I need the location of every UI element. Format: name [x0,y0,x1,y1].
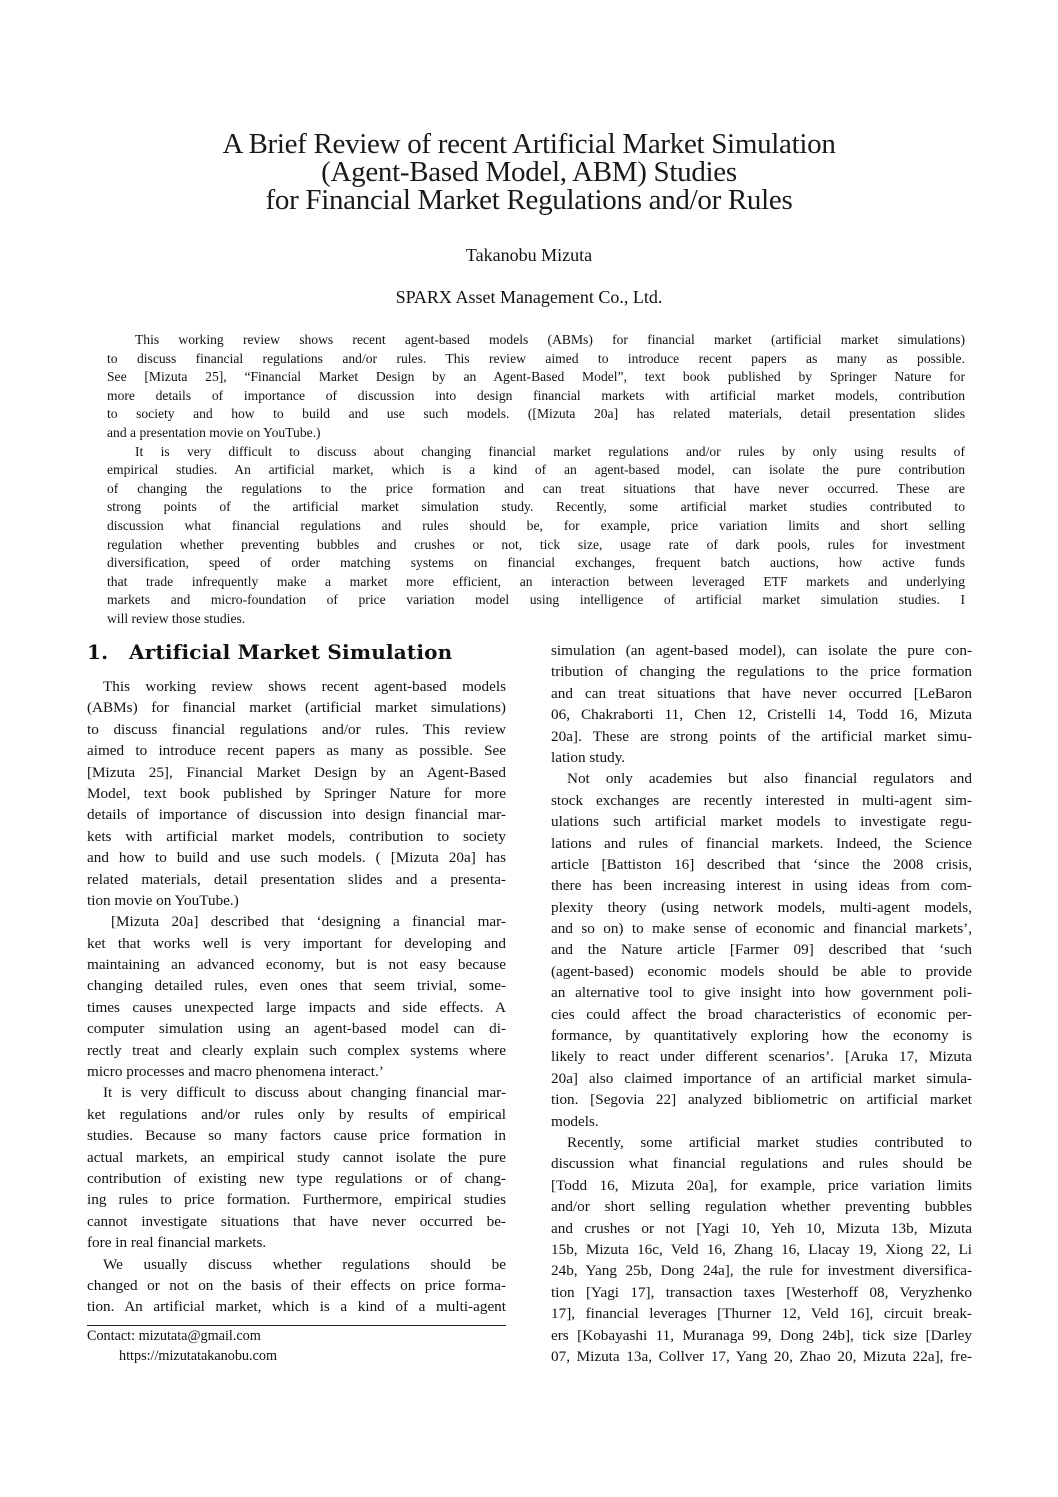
body-line: rectly treat and clearly explain such complex systems where [87,1041,506,1059]
abstract-line: It is very difficult to discuss about changing financial market regulations and/or rules by only using results of [135,443,965,459]
body-line: studies. Because so many factors cause price formation in [87,1127,506,1145]
body-line: times causes unexpected large impacts and side effects. A [87,998,506,1016]
abstract-line: to discuss financial regulations and/or rules. This review aimed to introduce recent papers as many as possible. [107,350,965,366]
body-line: and can treat situations that have never occurred [LeBaron [551,684,972,702]
body-line: ing rules to price formation. Furthermore, empirical studies [87,1191,506,1209]
body-line: cannot investigate situations that have never occurred be- [87,1212,506,1230]
body-line: Recently, some artificial market studies contributed to [567,1133,972,1151]
body-line: cies could affect the broad characteristics of economic per- [551,1005,972,1023]
body-line: We usually discuss whether regulations should be [103,1255,506,1273]
body-line: there has been increasing interest in using ideas from com- [551,877,972,895]
body-line: (ABMs) for financial market (artificial market simulations) [87,699,506,717]
body-line: and the Nature article [Farmer 09] described that ‘such [551,941,972,959]
body-line: ket that works well is very important for developing and [87,934,506,952]
abstract-line: discussion what financial regulations and rules should be, for example, price variation limits and short selling [107,517,965,533]
body-line: and/or short selling regulation whether preventing bubbles [551,1198,972,1216]
abstract-line: that trade infrequently make a market more efficient, an interaction between leveraged ETF markets and underlying [107,573,965,589]
body-line: [Mizuta 25], Financial Market Design by an Agent-Based [87,763,506,781]
abstract-line: markets and micro-foundation of price variation model using intelligence of artificial market simulation studies. I [107,592,965,608]
body-line: Model, text book published by Springer Nature for more [87,784,506,802]
body-line: stock exchanges are recently interested in multi-agent sim- [551,791,972,809]
body-line: related materials, detail presentation slides and a presenta- [87,870,506,888]
body-line: ulations such artificial market models to investigate regu- [551,813,972,831]
body-line: 20a]. These are strong points of the artificial market simu- [551,727,972,745]
body-line: lations and rules of financial markets. Indeed, the Science [551,834,972,852]
body-line: kets with artificial market models, contribution to society [87,827,506,845]
body-line: models. [551,1112,599,1130]
body-line: details of importance of discussion into design financial mar- [87,806,506,824]
body-line: tion. An artificial market, which is a kind of a multi-agent [87,1298,506,1316]
body-line: ers [Kobayashi 11, Muranaga 99, Dong 24b], tick size [Darley [551,1326,972,1344]
body-line: 20a] also claimed importance of an artificial market simula- [551,1069,972,1087]
body-line: formance, by quantitatively exploring how the economy is [551,1027,972,1045]
body-line: 15b, Mizuta 16c, Veld 16, Zhang 16, Llacay 19, Xiong 22, Li [551,1240,972,1258]
body-line: fore in real financial markets. [87,1234,267,1252]
body-line: article [Battiston 16] described that ‘since the 2008 crisis, [551,855,972,873]
body-line: discussion what financial regulations and rules should be [551,1155,972,1173]
body-line: plexity theory (using network models, multi-agent models, [551,898,972,916]
paper-title [0,130,1058,214]
body-line: [Todd 16, Mizuta 20a], for example, price variation limits [551,1176,972,1194]
abstract-line: regulation whether preventing bubbles and crushes or not, tick size, usage rate of dark pools, rules for investment [107,536,965,552]
body-line: contribution of existing new type regulations or of chang- [87,1169,506,1187]
section-number: 1. [87,640,109,664]
body-line: It is very difficult to discuss about changing financial mar- [103,1084,506,1102]
author-website: https://mizutatakanobu.com [119,1348,278,1364]
body-line: and how to build and use such models. ( [Mizuta 20a] has [87,849,506,867]
body-line: 17], financial leverages [Thurner 12, Veld 16], circuit break- [551,1305,972,1323]
title-line: for Financial Market Regulations and/or Rules [265,184,793,216]
title-line: (Agent-Based Model, ABM) Studies [321,156,737,188]
body-line: 24b, Yang 25b, Dong 24a], the rule for investment diversifica- [551,1262,972,1280]
body-line: tion. [Segovia 22] analyzed bibliometric on artificial market [551,1091,972,1109]
body-line: tribution of changing the regulations to the price formation [551,663,972,681]
abstract-line: will review those studies. [107,610,246,626]
abstract-line: empirical studies. An artificial market, which is a kind of an agent-based model, can isolate the pure contribution [107,462,965,478]
body-line: an alternative tool to give insight into how government poli- [551,984,972,1002]
body-line: actual markets, an empirical study cannot isolate the pure [87,1148,506,1166]
body-line: micro processes and macro phenomena interact.’ [87,1063,384,1081]
right-column [551,640,972,1367]
body-line: to discuss financial regulations and/or rules. This review [87,720,506,738]
left-column [87,676,506,1318]
body-line: ket regulations and/or rules only by results of empirical [87,1105,506,1123]
abstract-line: This working review shows recent agent-based models (ABMs) for financial market (artificial market simulations) [135,332,965,347]
body-line: (agent-based) economic models should be able to provide [551,962,972,980]
body-line: This working review shows recent agent-based models [103,678,506,695]
body-line: and crushes or not [Yagi 10, Yeh 10, Mizuta 13b, Mizuta [551,1219,972,1237]
abstract [107,331,965,629]
body-line: [Mizuta 20a] described that ‘designing a financial mar- [111,913,506,931]
body-line: tion [Yagi 17], transaction taxes [Westerhoff 08, Veryzhenko [551,1283,972,1301]
body-line: maintaining an advanced economy, but is not easy because [87,956,506,974]
abstract-line: of changing the regulations to the price formation and can treat situations that have never occurred. These are [107,480,965,496]
abstract-line: diversification, speed of order matching systems on financial exchanges, frequent batch auctions, how active funds [107,555,965,571]
body-line: 07, Mizuta 13a, Collver 17, Yang 20, Zhao 20, Mizuta 22a], fre- [551,1347,972,1365]
contact-email: Contact: mizutata@gmail.com [87,1328,261,1344]
author-name: Takanobu Mizuta [465,245,593,265]
body-line: changed or not on the basis of their effects on price forma- [87,1276,506,1294]
body-line: changing detailed rules, even ones that seem trivial, some- [87,977,506,995]
abstract-line: more details of importance of discussion into design financial markets with artificial market models, contribution [107,387,965,403]
section-heading [87,640,452,664]
body-line: simulation (an agent-based model), can isolate the pure con- [551,642,972,659]
body-line: and so on) to make sense of economic and financial markets’, [551,920,972,938]
title-line: A Brief Review of recent Artificial Market Simulation [222,128,836,160]
abstract-line: and a presentation movie on YouTube.) [107,424,321,440]
body-line: Not only academies but also financial regulators and [567,770,972,788]
section-title: Artificial Market Simulation [129,640,453,664]
body-line: likely to react under different scenarios’. [Aruka 17, Mizuta [551,1048,972,1066]
body-line: aimed to introduce recent papers as many as possible. See [87,742,506,760]
body-line: 06, Chakraborti 11, Chen 12, Cristelli 14, Todd 16, Mizuta [551,706,972,724]
abstract-line: See [Mizuta 25], “Financial Market Design by an Agent-Based Model”, text book published by Springer Nature for [107,369,965,385]
body-line: tion movie on YouTube.) [87,891,239,909]
body-line: computer simulation using an agent-based model can di- [87,1020,506,1038]
abstract-line: strong points of the artificial market simulation study. Recently, some artificial market studies contributed to [107,499,965,515]
abstract-line: to society and how to build and use such models. ([Mizuta 20a] has related materials, detail presentation slides [107,406,965,422]
body-line: lation study. [551,748,626,766]
affiliation: SPARX Asset Management Co., Ltd. [395,287,663,307]
footnote [87,1326,277,1366]
